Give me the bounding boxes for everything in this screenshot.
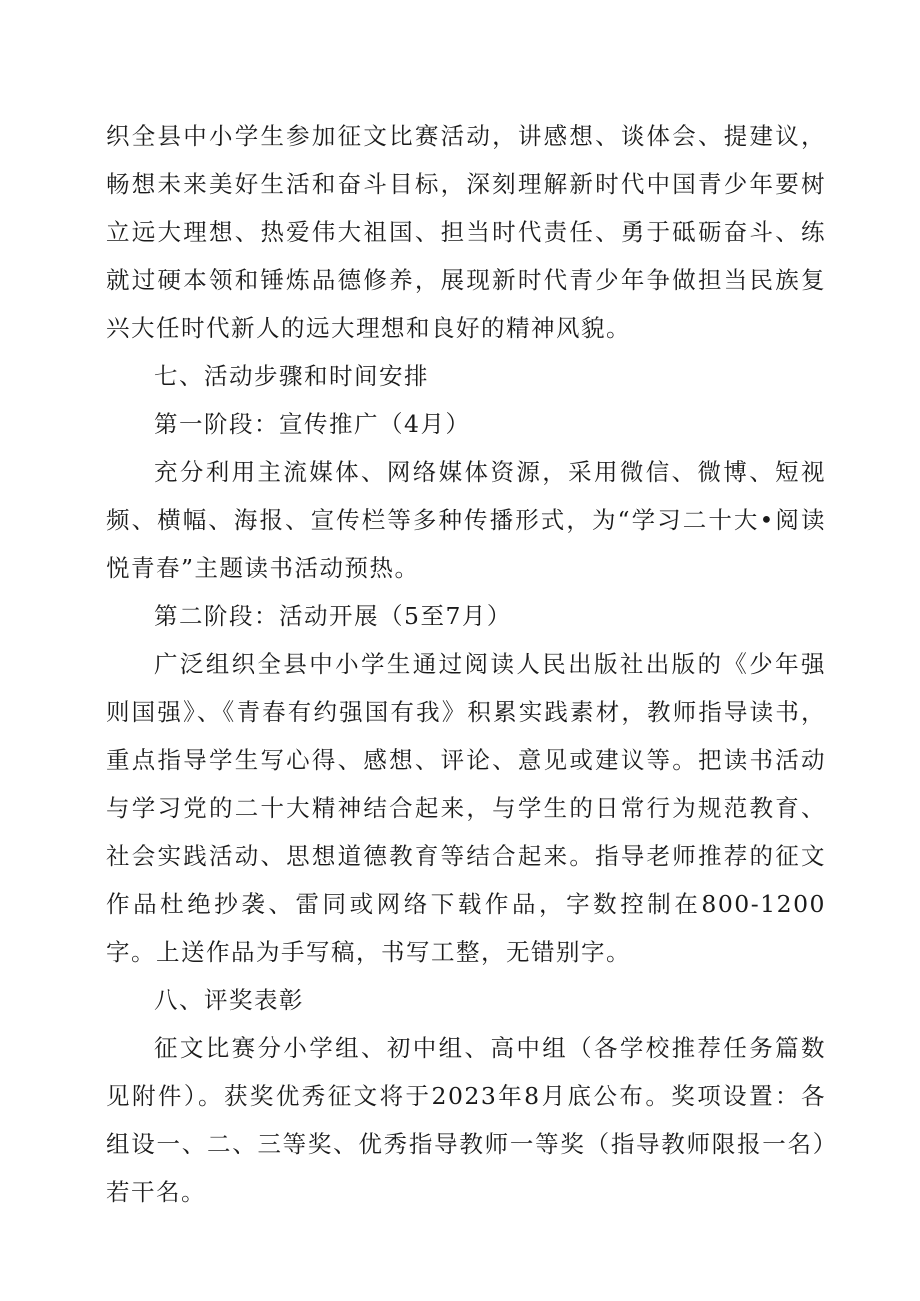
document-body xyxy=(106,112,826,1216)
paragraph-promotion: 充分利用主流媒体、网络媒体资源，采用微信、微博、短视频、横幅、海报、宣传栏等多种传播形式，为“学习二十大•阅读悦青春”主题读书活动预热。 xyxy=(106,458,826,582)
stage-heading-activity: 第二阶段：活动开展（5至7月） xyxy=(154,602,512,630)
section-heading-awards: 八、评奖表彰 xyxy=(154,986,304,1014)
stage-heading-promotion: 第一阶段：宣传推广（4月） xyxy=(154,410,471,438)
section-heading-steps-schedule: 七、活动步骤和时间安排 xyxy=(154,362,429,390)
paragraph-objectives-continued: 织全县中小学生参加征文比赛活动，讲感想、谈体会、提建议，畅想未来美好生活和奋斗目标，深刻理解新时代中国青少年要树立远大理想、热爱伟大祖国、担当时代责任、勇于砥砺奋斗、练就过硬本领和锤炼品德修养，展现新时代青少年争做担当民族复兴大任时代新人的远大理想和良好的精神风貌。 xyxy=(106,122,826,342)
paragraph-awards: 征文比赛分小学组、初中组、高中组（各学校推荐任务篇数见附件）。获奖优秀征文将于2023年8月底公布。奖项设置：各组设一、二、三等奖、优秀指导教师一等奖（指导教师限报一名）若干名。 xyxy=(106,1034,826,1206)
paragraph-activity: 广泛组织全县中小学生通过阅读人民出版社出版的《少年强则国强》、《青春有约强国有我》积累实践素材，教师指导读书，重点指导学生写心得、感想、评论、意见或建议等。把读书活动与学习党的二十大精神结合起来，与学生的日常行为规范教育、社会实践活动、思想道德教育等结合起来。指导老师推荐的征文作品杜绝抄袭、雷同或网络下载作品，字数控制在800-1200字。上送作品为手写稿，书写工整，无错别字。 xyxy=(106,650,826,966)
